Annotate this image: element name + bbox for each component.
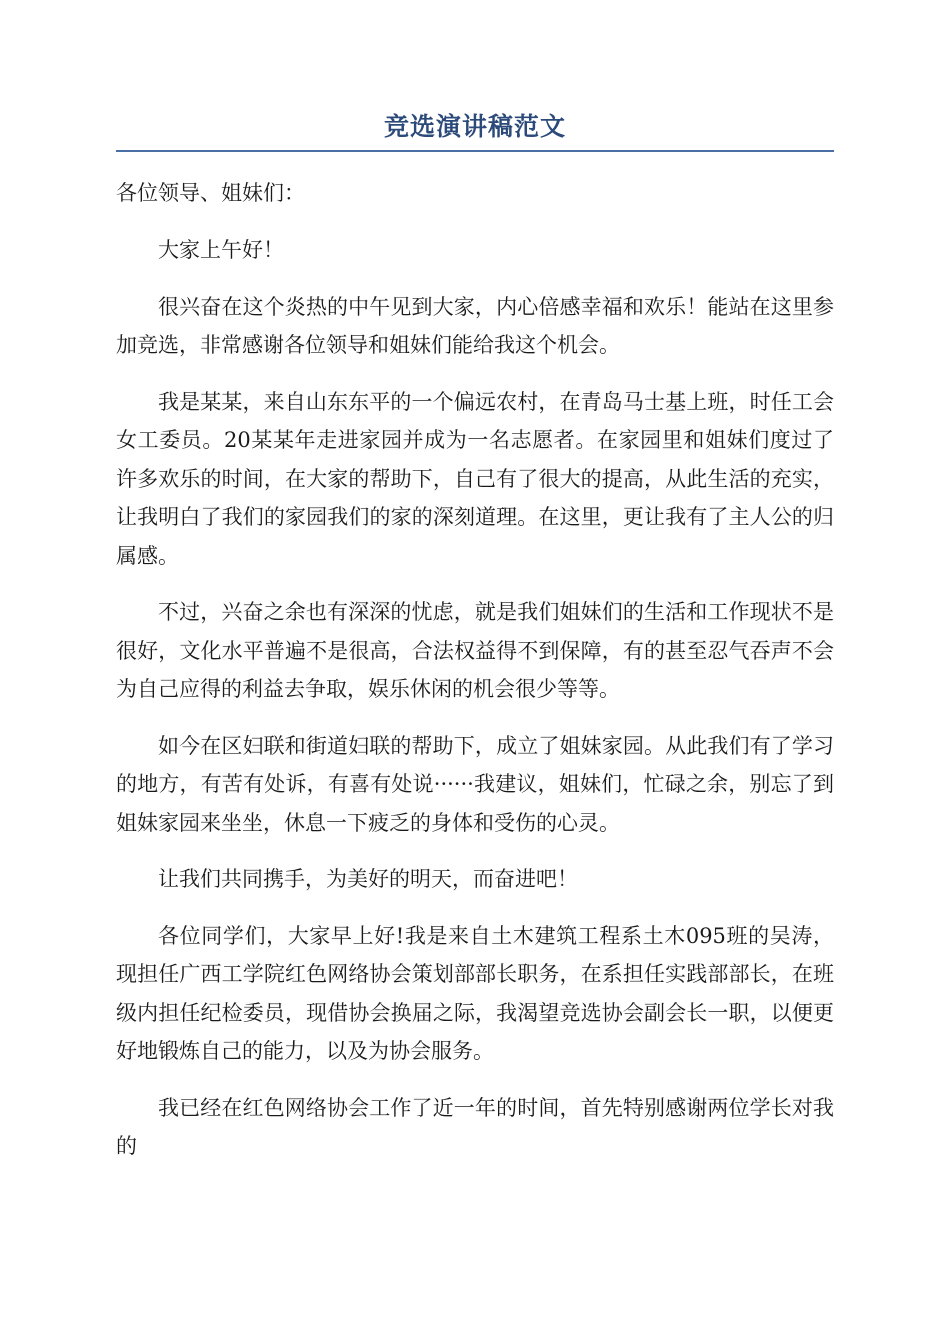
paragraph: 大家上午好！: [158, 238, 284, 262]
paragraph: 很兴奋在这个炎热的中午见到大家，内心倍感幸福和欢乐！能站在这里参加竞选，非常感谢各位领导和姐妹们能给我这个机会。: [116, 294, 834, 357]
paragraph: 我已经在红色网络协会工作了近一年的时间，首先特别感谢两位学长对我的: [116, 1095, 834, 1158]
paragraph: 如今在区妇联和街道妇联的帮助下，成立了姐妹家园。从此我们有了学习的地方，有苦有处诉，有喜有处说······我建议，姐妹们，忙碌之余，别忘了到姐妹家园来坐坐，休息一下疲乏的身体和受伤的心灵。: [116, 733, 834, 835]
document-page: [116, 110, 834, 1184]
paragraph: 不过，兴奋之余也有深深的忧虑，就是我们姐妹们的生活和工作现状不是很好，文化水平普遍不是很高，合法权益得不到保障，有的甚至忍气吞声不会为自己应得的利益去争取，娱乐休闲的机会很少等等。: [116, 600, 834, 701]
document-title: 竞选演讲稿范文: [383, 112, 566, 141]
title-underline: [116, 150, 834, 152]
paragraph: 让我们共同携手，为美好的明天，而奋进吧！: [158, 867, 578, 891]
paragraph: 我是某某，来自山东东平的一个偏远农村，在青岛马士基上班，时任工会女工委员。20某某年走进家园并成为一名志愿者。在家园里和姐妹们度过了许多欢乐的时间，在大家的帮助下，自己有了很大的提高，从此生活的充实，让我明白了我们的家园我们的家的深刻道理。在这里，更让我有了主人公的归属感。: [116, 389, 834, 568]
paragraph: 各位同学们，大家早上好!我是来自土木建筑工程系土木095班的吴涛，现担任广西工学院红色网络协会策划部部长职务，在系担任实践部部长，在班级内担任纪检委员，现借协会换届之际，我渴望竞选协会副会长一职，以便更好地锻炼自己的能力，以及为协会服务。: [116, 923, 834, 1063]
salutation: 各位领导、姐妹们：: [116, 181, 305, 205]
